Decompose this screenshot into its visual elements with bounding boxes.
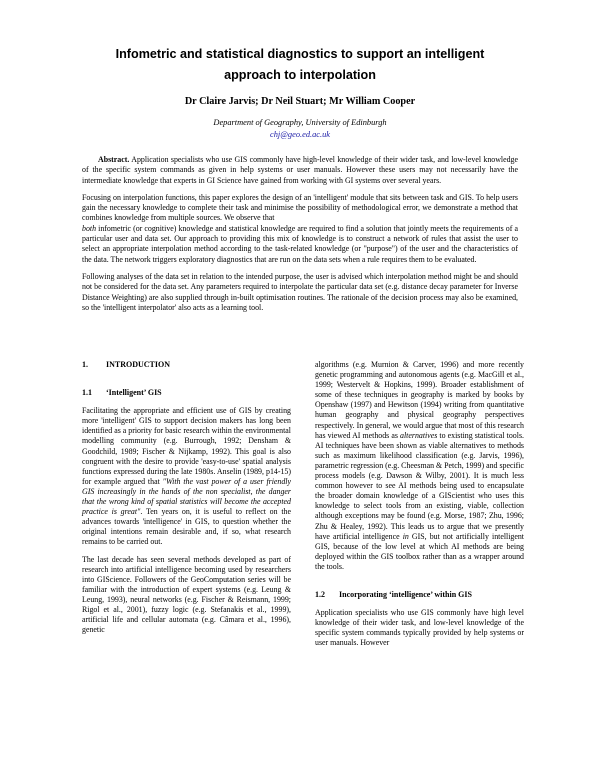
subsection-heading-incorporating-intelligence: 1.2 Incorporating ‘intelligence’ within GIS xyxy=(315,589,472,599)
abstract xyxy=(82,155,518,313)
title-line-2: approach to interpolation xyxy=(224,68,376,82)
body-paragraph: Application specialists who use GIS commonly have high level knowledge of their wider task, and low-level knowledge of the specific system commands typically provided by help systems or user manuals. However xyxy=(315,608,524,648)
body-paragraph: The last decade has seen several methods developed as part of research into artificial intelligence becoming used by researchers into GIScience. Followers of the GeoComputation series will be familiar with the introduction of expert systems (e.g. Leung & Leung, 1993), neural networks (e.g. Fischer & Reismann, 1999; Rigol et al., 2001), fuzzy logic (e.g. Stefanakis et al., 1999), artificial life and cellular automata (e.g. Câmara et al., 1996), genetic xyxy=(82,554,291,635)
section-heading-introduction: 1. INTRODUCTION xyxy=(82,360,171,369)
abstract-label: Abstract. xyxy=(98,155,130,164)
subsection-heading-intelligent-gis: 1.1 ‘Intelligent’ GIS xyxy=(82,388,162,398)
two-column-body xyxy=(82,360,525,770)
quotation: "With the vast power of a user friendly GIS increasingly in the hands of the non specialist, the danger that the wrong kind of spatial statistics will become the accepted practice is great" xyxy=(82,476,291,517)
author-email[interactable]: chj@geo.ed.ac.uk xyxy=(269,130,331,139)
abstract-paragraph-1: Abstract. Application specialists who use GIS commonly have high-level knowledge of their wider task, and low-level knowledge of the specific system commands as given in help systems or user manuals. However these users may not necessarily have the intermediate knowledge that experts in GI Science have gained from working with GI systems over several years. xyxy=(82,155,518,185)
paper-title xyxy=(82,0,518,86)
left-column xyxy=(82,360,291,642)
right-column xyxy=(315,360,524,655)
author-list: Dr Claire Jarvis; Dr Neil Stuart; Mr William Cooper xyxy=(184,96,416,107)
title-line-1: Infometric and statistical diagnostics to support an intelligent xyxy=(115,47,485,61)
abstract-paragraph-3: Following analyses of the data set in relation to the intended purpose, the user is advised which interpolation method might be and should not be considered for the data set. Any parameters required to interpolate the particular data set (e.g. distance decay parameter for Inverse Distance Weighting) are also supplied through in-built optimisation routines. The rationale of the decision process may also be examined, so the 'intelligent interpolator' also acts as a learning tool. xyxy=(82,271,518,312)
body-paragraph: Facilitating the appropriate and efficient use of GIS by creating more 'intelligent' GIS to support decision makers has long been identified as a priority for basic research within the environmental modelling community (e.g. Burrough, 1992; Densham & Goodchild, 1989; Fischer & Nijkamp, 1992). This goal is also congruent with the desire to provide 'easy-to-use' spatial analysis functions expressed during the late 1980s. Anselin (1989, p14-15) for example argued that "With the vast power of a user friendly GIS increasingly in the hands of the non specialist, the danger that the wrong kind of spatial statistics will become the accepted practice is great". Ten years on, it is useful to reflect on the advances towards 'intelligence' in GIS, to question whether the original intentions remain desirable and, if so, what research remains to be carried out. xyxy=(82,406,291,547)
affiliation: Department of Geography, University of Edinburgh xyxy=(213,118,387,127)
body-paragraph: algorithms (e.g. Murnion & Carver, 1996) and more recently genetic programming and autonomous agents (e.g. MacGill et al., 1999; Westervelt & Hopkins, 1999). Broader establishment of some of these techniques in geography is marked by books by Openshaw (1997) and Hewitson (1994) writing from quantitative human geography and physical geography perspectives respectively. In general, we would argue that most of this research has viewed AI methods as alternatives to existing statistical tools. AI techniques have been shown as viable alternatives to methods such as maximum likelihood classification (e.g. Jarvis, 1996), parametric regression (e.g. Cheesman & Petch, 1999) and specific process models (e.g. Dawson & Wilby, 2001). It is much less common however to see AI methods being used to encapsulate the broader domain knowledge of a GIScientist who uses this knowledge to select tools from an existing, viable, collection although exceptions may be found (e.g. Morse, 1987; Zhu, 1996; Zhu & Healey, 1992). This leads us to argue that we presently have artificial intelligence in GIS, but not artificially intelligent GIS, because of the low level at which AI methods are being deployed within the GIS toolbox rather than as a wrapper around the tools. xyxy=(315,360,525,571)
abstract-paragraph-2: Focusing on interpolation functions, this paper explores the design of an 'intelligent' module that sits between task and GIS. To help users gain the necessary knowledge to complete their task and minimise the possibility of methodological error, we demonstrate a method that combines knowledge from multiple sources. We observe that both infometric (or cognitive) knowledge and statistical knowledge are required to find a solution that jointly meets the requirements of a particular user and data set. Our approach to providing this mix of knowledge is to construct a network of rules that assist the user to select an appropriate interpolation method according to the task-related knowledge (or "purpose") of the user and the characteristics of the data. The network triggers exploratory diagnostics that are run on the data sets when a rule requires them to be evaluated. xyxy=(82,192,518,264)
